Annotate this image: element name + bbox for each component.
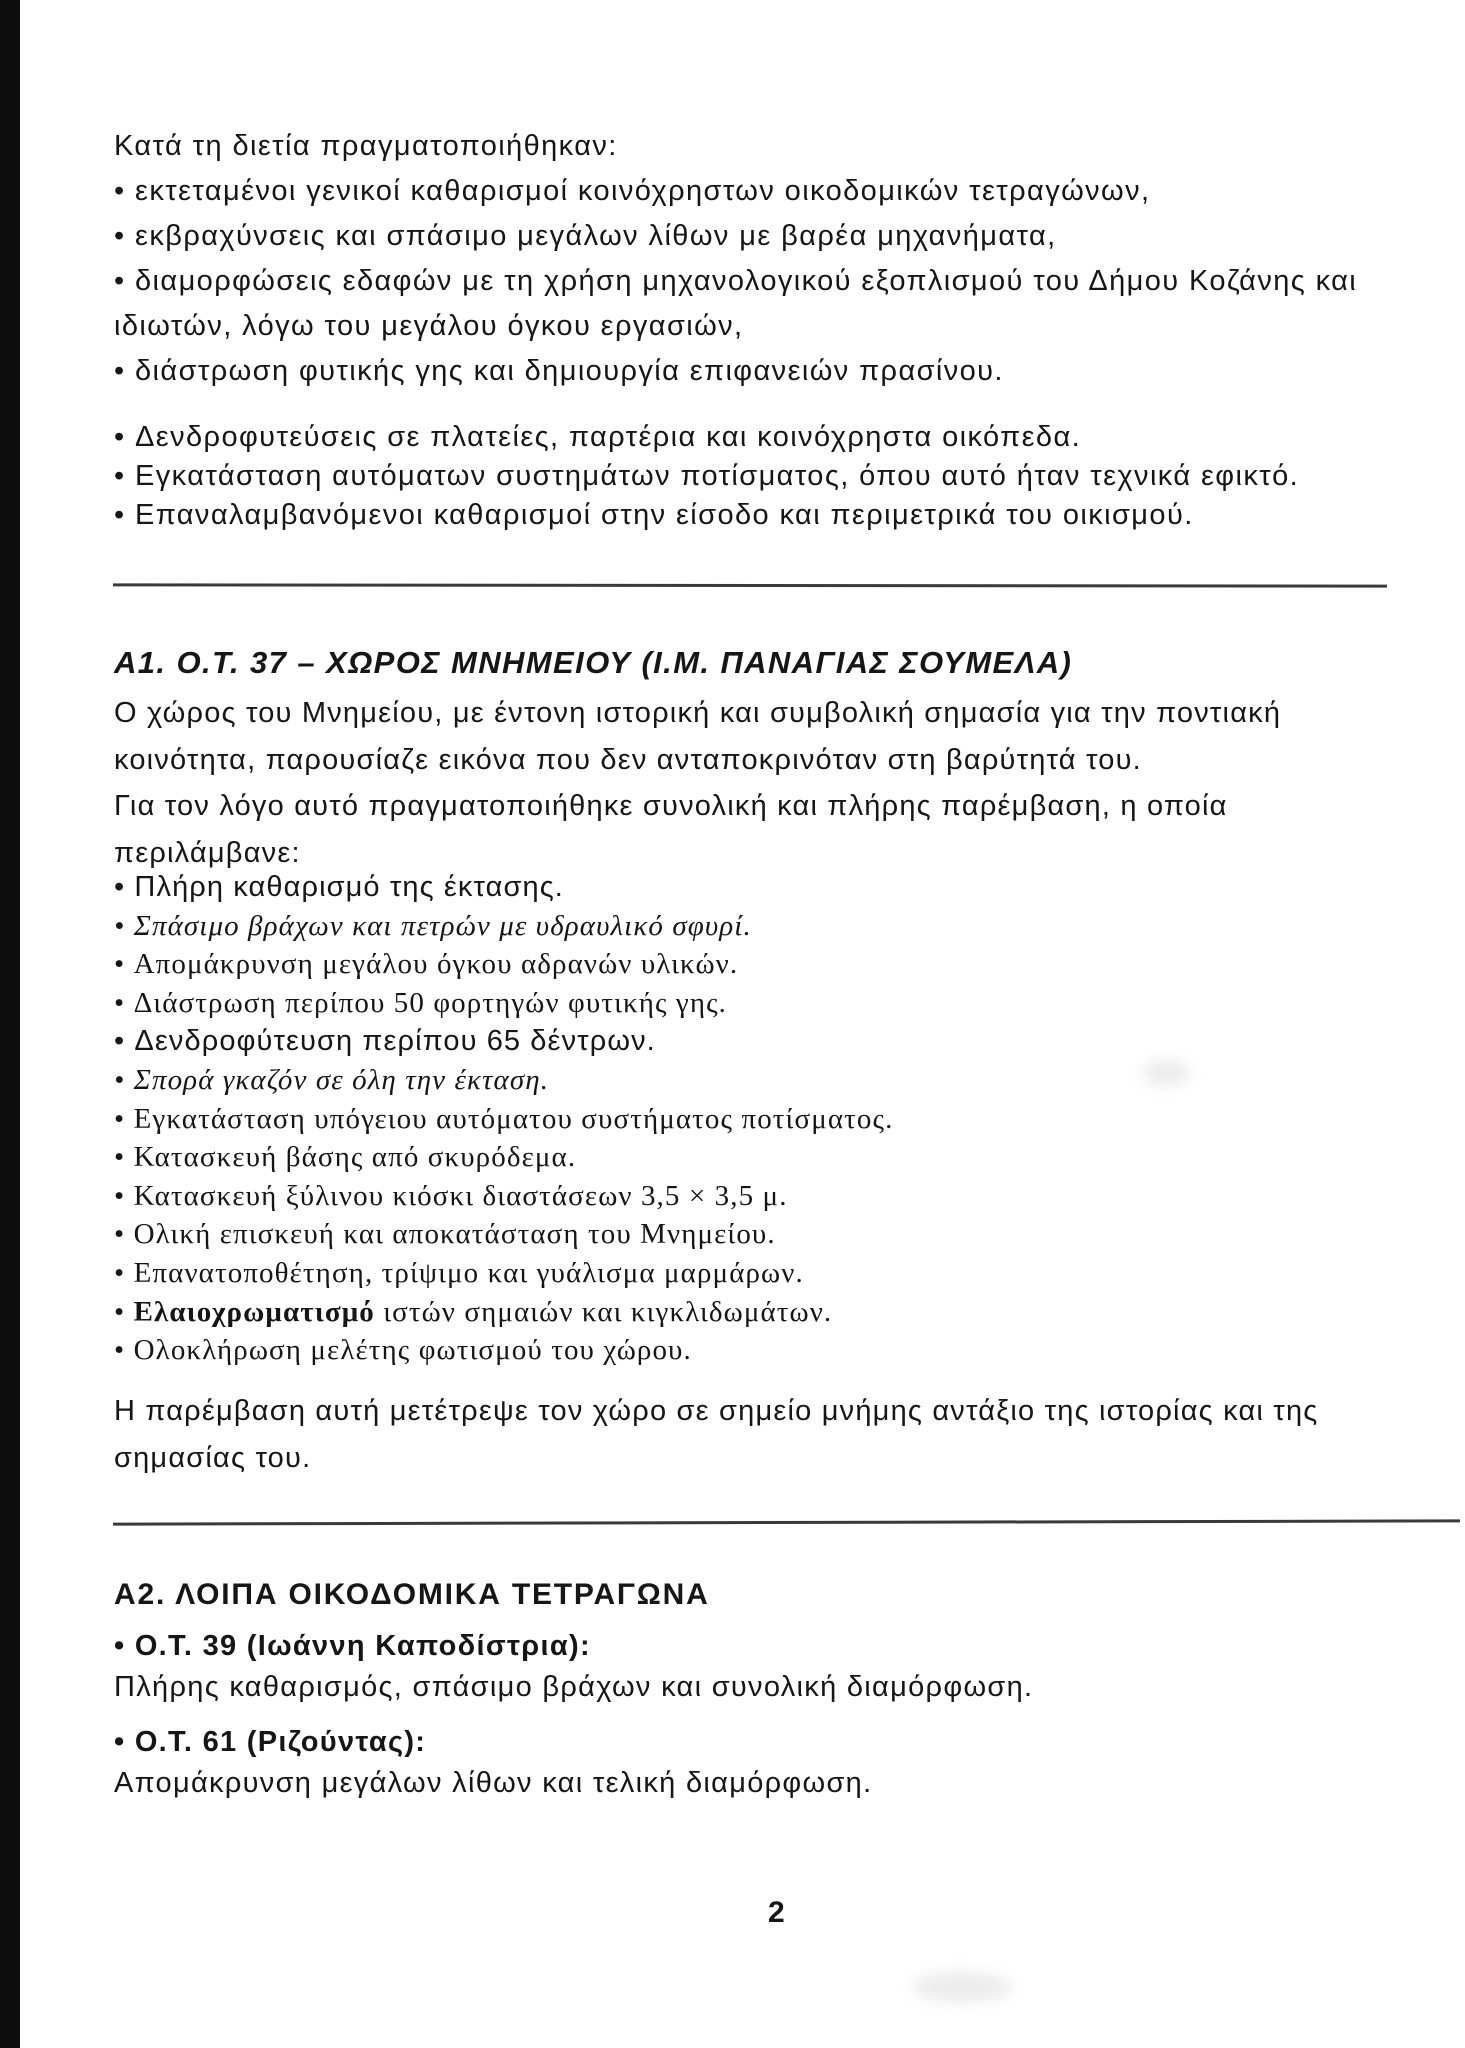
a2-entry-ot39-body: Πλήρης καθαρισμός, σπάσιμο βράχων και συνολική διαμόρφωση. [114,1671,1034,1703]
a2-entry-ot39-title: • Ο.Τ. 39 (Ιωάννη Καποδίστρια): [114,1630,591,1663]
intro-bullet-2: • εκβραχύνσεις και σπάσιμο μεγάλων λίθων με βαρέα μηχανήματα, [114,214,1414,259]
a2-entry-ot61-body: Απομάκρυνση μεγάλων λίθων και τελική διαμόρφωση. [114,1767,873,1799]
intro-bullet-3: • διαμορφώσεις εδαφών με τη χρήση μηχανολογικού εξοπλισμού του Δήμου Κοζάνης και ιδιωτών, λόγω του μεγάλου όγκου εργασιών, [114,259,1414,349]
a1-list-item-7: • Εγκατάσταση υπόγειου αυτόματου συστήματος ποτίσματος. [114,1100,1424,1139]
a1-list-item-4: • Διάστρωση περίπου 50 φορτηγών φυτικής γης. [114,984,1424,1023]
a1-list-item-5: • Δενδροφύτευση περίπου 65 δέντρων. [114,1022,1424,1061]
a1-list-item-2: • Σπάσιμο βράχων και πετρών με υδραυλικό σφυρί. [114,907,1424,946]
a1-list-item-1: • Πλήρη καθαρισμό της έκτασης. [114,868,1424,907]
a1-list-item-12-rest: ιστών σημαιών και κιγκλιδωμάτων. [374,1295,833,1328]
a1-list-item-10: • Ολική επισκευή και αποκατάσταση του Μνημείου. [114,1215,1424,1254]
a1-list-item-9: • Κατασκευή ξύλινου κιόσκι διαστάσεων 3,5 × 3,5 μ. [114,1177,1424,1216]
section-a1-paragraph-2: Για τον λόγο αυτό πραγματοποιήθηκε συνολική και πλήρης παρέμβαση, η οποία περιλάμβανε: [114,790,1228,869]
section-a1-closing-paragraph: Η παρέμβαση αυτή μετέτρεψε τον χώρο σε σημείο μνήμης αντάξιο της ιστορίας και της σημασίας του. [114,1395,1319,1474]
page-number: 2 [768,1896,786,1929]
scan-edge-artifact [0,0,20,2048]
separator-line-2 [113,1519,1460,1525]
section-a2-heading: Α2. ΛΟΙΠΑ ΟΙΚΟΔΟΜΙΚΑ ΤΕΤΡΑΓΩΝΑ [114,1578,710,1611]
a2-entry-ot61-title: • Ο.Τ. 61 (Ριζούντας): [114,1726,426,1759]
a1-list-item-13: • Ολοκλήρωση μελέτης φωτισμού του χώρου. [114,1331,1424,1370]
intro-bullet-4: • διάστρωση φυτικής γης και δημιουργία επιφανειών πρασίνου. [114,349,1414,394]
intro-bullet-1: • εκτεταμένοι γενικοί καθαρισμοί κοινόχρηστων οικοδομικών τετραγώνων, [114,169,1414,214]
separator-line-1 [113,583,1387,587]
a1-list-item-12-bold: Ελαιοχρωματισμό [133,1295,375,1328]
a1-list-item-6: • Σπορά γκαζόν σε όλη την έκταση. [114,1061,1424,1100]
extras-bullet-1: • Δενδροφυτεύσεις σε πλατείες, παρτέρια και κοινόχρηστα οικόπεδα. [114,418,1424,457]
a1-list-item-11: • Επανατοποθέτηση, τρίψιμο και γυάλισμα μαρμάρων. [114,1254,1424,1293]
intro-lead: Κατά τη διετία πραγματοποιήθηκαν: [114,130,618,162]
section-a1-heading: Α1. Ο.Τ. 37 – ΧΩΡΟΣ ΜΝΗΜΕΙΟΥ (Ι.Μ. ΠΑΝΑΓΙΑΣ ΣΟΥΜΕΛΑ) [114,645,1073,680]
scan-smudge [912,1972,1012,2002]
extras-block [114,418,1424,535]
a1-list-item-3: • Απομάκρυνση μεγάλου όγκου αδρανών υλικών. [114,945,1424,984]
a1-list-item-12 [114,1293,1424,1332]
extras-bullet-2: • Εγκατάσταση αυτόματων συστημάτων ποτίσματος, όπου αυτό ήταν τεχνικά εφικτό. [114,457,1424,496]
section-a1-list [114,868,1424,1370]
intro-block [114,124,1414,394]
section-a1-paragraph-1: Ο χώρος του Μνημείου, με έντονη ιστορική και συμβολική σημασία για την ποντιακή κοινότητα, παρουσίαζε εικόνα που δεν ανταποκρινόταν στη βαρύτητά του. [114,697,1282,776]
a1-list-item-8: • Κατασκευή βάσης από σκυρόδεμα. [114,1138,1424,1177]
extras-bullet-3: • Επαναλαμβανόμενοι καθαρισμοί στην είσοδο και περιμετρικά του οικισμού. [114,496,1424,535]
